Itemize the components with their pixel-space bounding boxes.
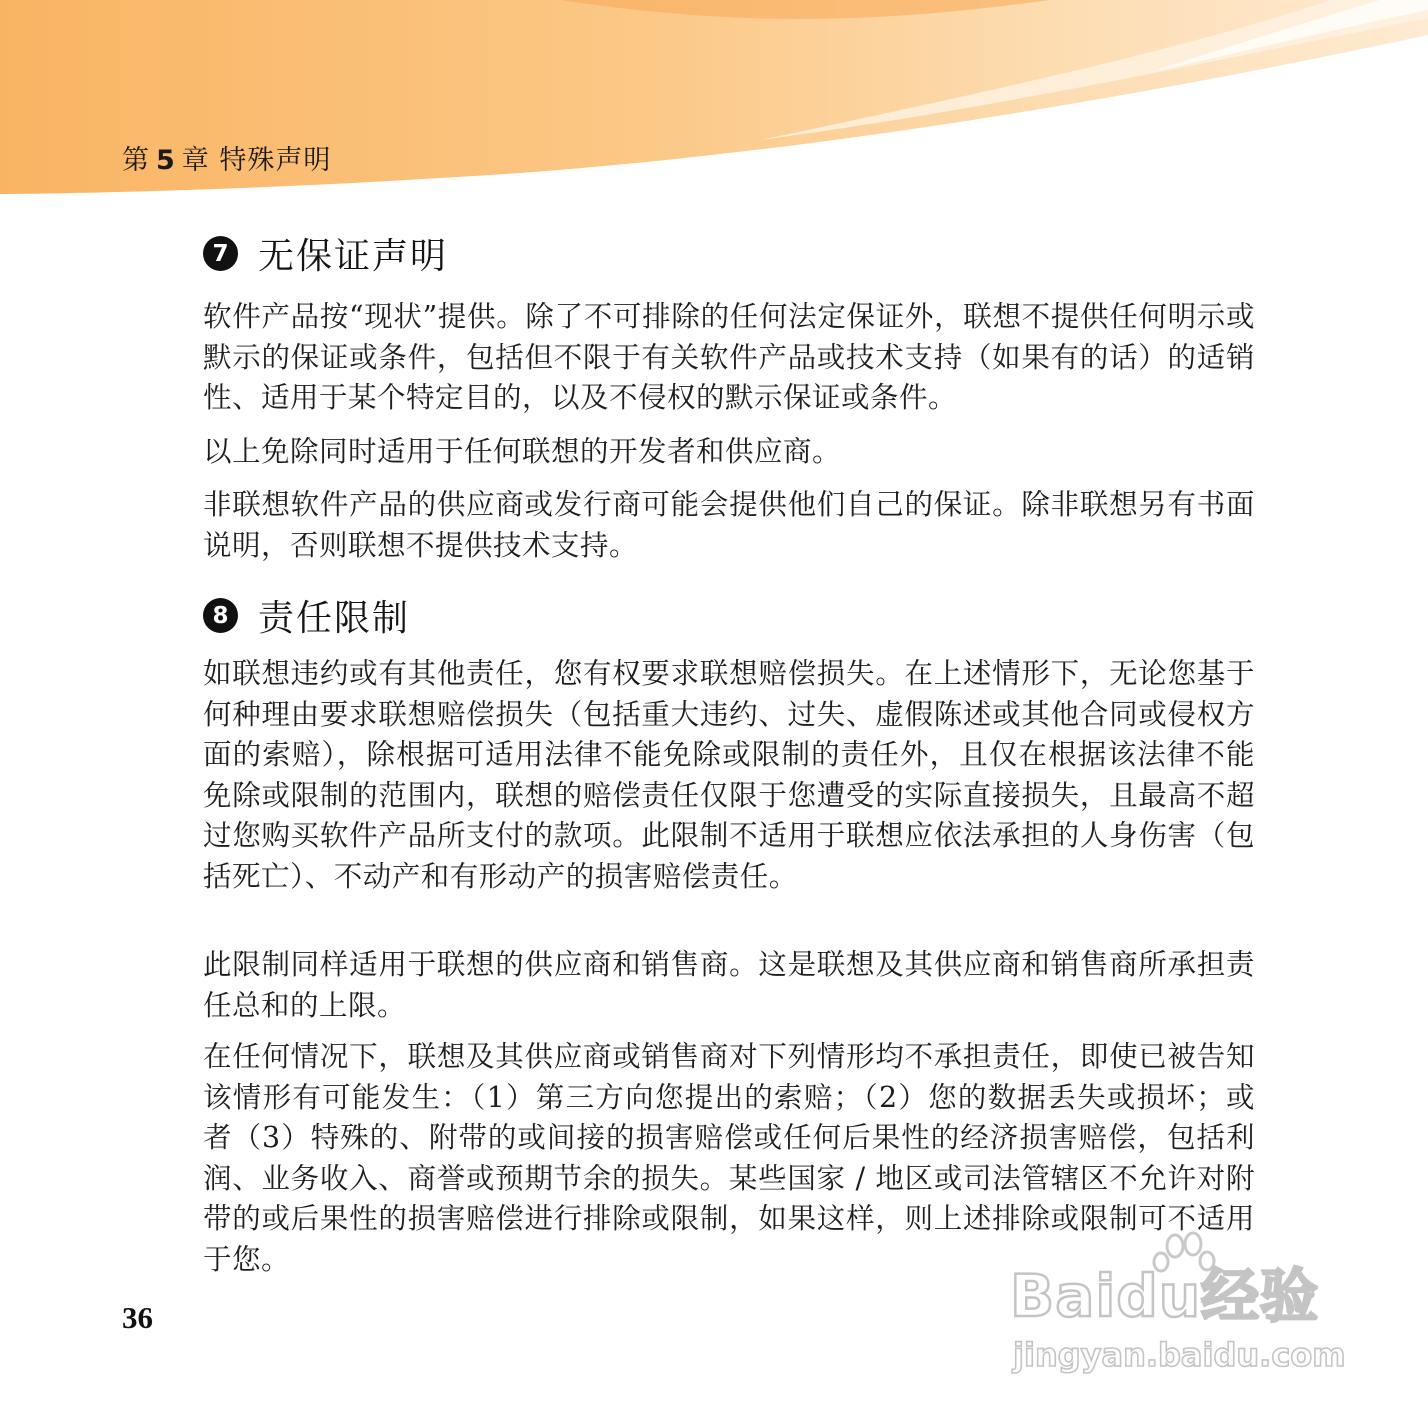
paragraph: 非联想软件产品的供应商或发行商可能会提供他们自己的保证。除非联想另有书面说明，否则联想不提供技术支持。: [203, 488, 1255, 562]
paragraph: 软件产品按“现状”提供。除了不可排除的任何法定保证外，联想不提供任何明示或默示的保证或条件，包括但不限于有关软件产品或技术支持（如果有的话）的适销性、适用于某个特定目的，以及不侵权的默示保证或条件。: [203, 300, 1255, 414]
baidu-jingyan-watermark: [1005, 1228, 1350, 1378]
watermark-url: jingyan.baidu.com: [1013, 1336, 1346, 1374]
section-number-badge: 8: [203, 598, 238, 633]
section-heading-no-warranty: [203, 228, 448, 279]
section-number-badge: 7: [203, 236, 238, 271]
chapter-label: [122, 138, 331, 177]
paragraph: 以上免除同时适用于任何联想的开发者和供应商。: [203, 435, 842, 468]
paragraph: 在任何情况下，联想及其供应商或销售商对下列情形均不承担责任，即使已被告知该情形有可能发生：（1）第三方向您提出的索赔；（2）您的数据丢失或损坏；或者（3）特殊的、附带的或间接的损害赔偿或任何后果性的经济损害赔偿，包括利润、业务收入、商誉或预期节余的损失。某些国家 / 地区或司法管辖区不允许对附带的或后果性的损害赔偿进行排除或限制，如果这样，则上述排除或限制可不适用于您。: [203, 1040, 1255, 1276]
chapter-number: 5: [156, 145, 176, 176]
section-heading-limitation-of-liability: [203, 590, 410, 641]
section-title: 无保证声明: [258, 236, 449, 277]
watermark-brand: Baidu经验: [1010, 1262, 1320, 1330]
paragraph: 此限制同样适用于联想的供应商和销售商。这是联想及其供应商和销售商所承担责任总和的上限。: [203, 948, 1255, 1022]
chapter-title: 章 特殊声明: [181, 145, 332, 176]
chapter-prefix: 第: [122, 145, 150, 176]
paragraph: 如联想违约或有其他责任，您有权要求联想赔偿损失。在上述情形下，无论您基于何种理由要求联想赔偿损失（包括重大违约、过失、虚假陈述或其他合同或侵权方面的索赔），除根据可适用法律不能免除或限制的责任外，且仅在根据该法律不能免除或限制的范围内，联想的赔偿责任仅限于您遭受的实际直接损失，且最高不超过您购买软件产品所支付的款项。此限制不适用于联想应依法承担的人身伤害（包括死亡）、不动产和有形动产的损害赔偿责任。: [203, 657, 1255, 893]
section-title: 责任限制: [258, 598, 411, 639]
page-number: 36: [122, 1300, 153, 1335]
